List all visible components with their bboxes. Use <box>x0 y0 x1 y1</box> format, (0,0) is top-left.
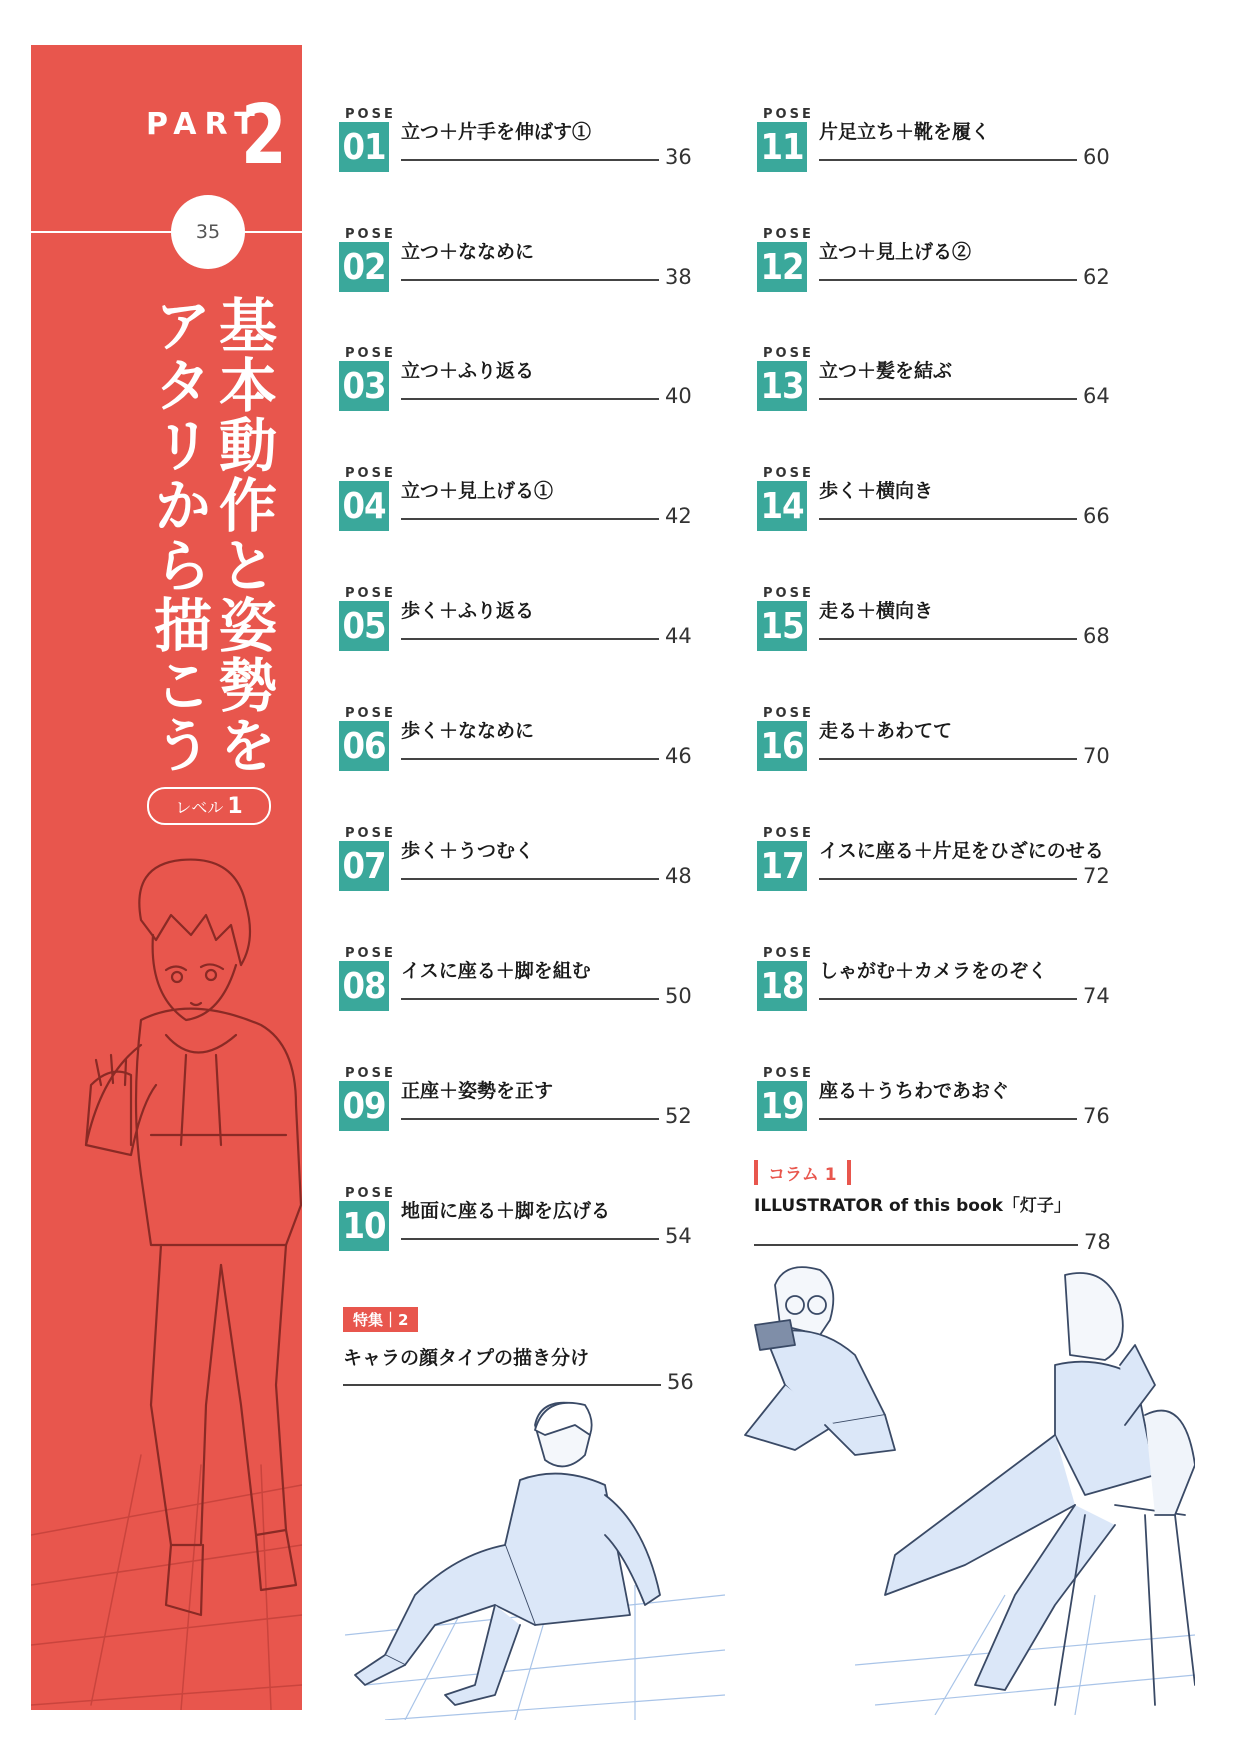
pose-label: POSE <box>763 1066 814 1081</box>
toc-entry-pose-18[interactable] <box>757 946 1117 1036</box>
entry-page: 36 <box>665 145 692 169</box>
entry-page: 72 <box>1083 864 1110 888</box>
pose-number: 01 <box>339 122 389 172</box>
pose-label: POSE <box>345 466 396 481</box>
leader-line <box>401 758 659 760</box>
pose-number: 02 <box>339 242 389 292</box>
pose-label: POSE <box>345 826 396 841</box>
entry-page: 60 <box>1083 145 1110 169</box>
pose-label: POSE <box>345 946 396 961</box>
pose-label: POSE <box>763 346 814 361</box>
toc-entry-pose-11[interactable] <box>757 107 1117 197</box>
entry-title: イスに座る＋片足をひざにのせる <box>819 840 1104 862</box>
part-title-line-1: 基本動作と姿勢を <box>209 295 277 775</box>
entry-page: 62 <box>1083 265 1110 289</box>
leader-line <box>401 1118 659 1120</box>
pose-number: 11 <box>757 122 807 172</box>
entry-title: 正座＋姿勢を正す <box>401 1080 554 1102</box>
toc-entry-pose-05[interactable] <box>339 586 699 676</box>
entry-page: 68 <box>1083 624 1110 648</box>
part-number: 2 <box>241 88 287 183</box>
boy-standing-illustration <box>31 845 302 1710</box>
entry-title: 立つ＋見上げる② <box>819 241 972 263</box>
entry-page: 50 <box>665 984 692 1008</box>
entry-page: 44 <box>665 624 692 648</box>
entry-page: 66 <box>1083 504 1110 528</box>
toc-entry-pose-12[interactable] <box>757 227 1117 317</box>
entry-page: 52 <box>665 1104 692 1128</box>
special-feature-title[interactable]: キャラの顔タイプの描き分け <box>343 1347 590 1369</box>
entry-page: 46 <box>665 744 692 768</box>
toc-entry-pose-01[interactable] <box>339 107 699 197</box>
pose-number: 03 <box>339 361 389 411</box>
toc-entry-pose-07[interactable] <box>339 826 699 916</box>
pose-label: POSE <box>763 227 814 242</box>
leader-line <box>819 758 1077 760</box>
special-feature-tag: 特集｜2 <box>343 1307 418 1332</box>
pose-label: POSE <box>345 586 396 601</box>
leader-line <box>401 638 659 640</box>
leader-line <box>819 279 1077 281</box>
toc-entry-pose-17[interactable] <box>757 826 1117 916</box>
toc-entry-pose-02[interactable] <box>339 227 699 317</box>
entry-page: 76 <box>1083 1104 1110 1128</box>
leader-line <box>401 518 659 520</box>
toc-entry-pose-13[interactable] <box>757 346 1117 436</box>
entry-title: 歩く＋横向き <box>819 480 934 502</box>
leader-line <box>343 1384 661 1386</box>
leader-line <box>754 1244 1078 1246</box>
pose-label: POSE <box>763 107 814 122</box>
pose-label: POSE <box>345 1066 396 1081</box>
special-feature-page: 56 <box>667 1370 694 1394</box>
level-label: レベル <box>175 797 224 817</box>
part-page-number: 35 <box>171 195 245 269</box>
pose-number: 10 <box>339 1201 389 1251</box>
part-label: PART <box>146 107 263 142</box>
man-sitting-illustration <box>345 1395 725 1720</box>
entry-title: しゃがむ＋カメラをのぞく <box>819 960 1048 982</box>
column-tag: コラム 1 <box>754 1160 851 1185</box>
pose-number: 15 <box>757 601 807 651</box>
pose-number: 04 <box>339 481 389 531</box>
leader-line <box>401 878 659 880</box>
woman-sitting-chair-illustration <box>855 1265 1195 1715</box>
pose-number: 06 <box>339 721 389 771</box>
entry-page: 38 <box>665 265 692 289</box>
entry-title: 走る＋横向き <box>819 600 934 622</box>
pose-label: POSE <box>345 227 396 242</box>
entry-title: 歩く＋うつむく <box>401 840 535 862</box>
entry-page: 42 <box>665 504 692 528</box>
part-title-line-2: アタリから描こう <box>144 295 212 775</box>
leader-line <box>819 878 1077 880</box>
leader-line <box>401 398 659 400</box>
entry-title: 座る＋うちわであおぐ <box>819 1080 1010 1102</box>
pose-number: 08 <box>339 961 389 1011</box>
toc-entry-pose-15[interactable] <box>757 586 1117 676</box>
entry-page: 74 <box>1083 984 1110 1008</box>
leader-line <box>819 998 1077 1000</box>
pose-label: POSE <box>763 946 814 961</box>
leader-line <box>819 398 1077 400</box>
entry-title: 立つ＋片手を伸ばす① <box>401 121 592 143</box>
toc-entry-pose-04[interactable] <box>339 466 699 556</box>
entry-page: 40 <box>665 384 692 408</box>
leader-line <box>401 159 659 161</box>
toc-entry-pose-16[interactable] <box>757 706 1117 796</box>
pose-label: POSE <box>345 1186 396 1201</box>
toc-entry-pose-09[interactable] <box>339 1066 699 1156</box>
leader-line <box>401 1238 659 1240</box>
entry-title: 立つ＋ななめに <box>401 241 535 263</box>
pose-label: POSE <box>345 107 396 122</box>
toc-entry-pose-08[interactable] <box>339 946 699 1036</box>
sidebar-divider <box>31 231 302 233</box>
entry-title: 走る＋あわてて <box>819 720 953 742</box>
entry-title: 地面に座る＋脚を広げる <box>401 1200 611 1222</box>
level-number: 1 <box>227 793 243 819</box>
column-page: 78 <box>1084 1230 1111 1254</box>
pose-label: POSE <box>763 706 814 721</box>
pose-number: 13 <box>757 361 807 411</box>
pose-label: POSE <box>763 826 814 841</box>
part-sidebar <box>31 45 302 1710</box>
pose-number: 12 <box>757 242 807 292</box>
pose-number: 16 <box>757 721 807 771</box>
pose-label: POSE <box>763 586 814 601</box>
pose-number: 19 <box>757 1081 807 1131</box>
toc-entry-pose-06[interactable] <box>339 706 699 796</box>
toc-entry-pose-03[interactable] <box>339 346 699 436</box>
entry-title: 歩く＋ふり返る <box>401 600 535 622</box>
pose-number: 05 <box>339 601 389 651</box>
entry-page: 54 <box>665 1224 692 1248</box>
leader-line <box>819 518 1077 520</box>
entry-page: 48 <box>665 864 692 888</box>
entry-title: イスに座る＋脚を組む <box>401 960 591 982</box>
leader-line <box>401 998 659 1000</box>
leader-line <box>819 1118 1077 1120</box>
pose-number: 17 <box>757 841 807 891</box>
leader-line <box>401 279 659 281</box>
column-title[interactable]: ILLUSTRATOR of this book「灯子」 <box>754 1196 1071 1216</box>
toc-entry-pose-14[interactable] <box>757 466 1117 556</box>
entry-title: 立つ＋髪を結ぶ <box>819 360 953 382</box>
leader-line <box>819 159 1077 161</box>
entry-title: 立つ＋見上げる① <box>401 480 554 502</box>
pose-label: POSE <box>763 466 814 481</box>
pose-number: 07 <box>339 841 389 891</box>
leader-line <box>819 638 1077 640</box>
pose-number: 14 <box>757 481 807 531</box>
toc-entry-pose-10[interactable] <box>339 1186 699 1276</box>
level-badge <box>147 787 271 825</box>
pose-label: POSE <box>345 706 396 721</box>
entry-page: 64 <box>1083 384 1110 408</box>
toc-entry-pose-19[interactable] <box>757 1066 1117 1156</box>
entry-title: 立つ＋ふり返る <box>401 360 535 382</box>
entry-page: 70 <box>1083 744 1110 768</box>
pose-label: POSE <box>345 346 396 361</box>
entry-title: 片足立ち＋靴を履く <box>819 121 991 143</box>
pose-number: 18 <box>757 961 807 1011</box>
entry-title: 歩く＋ななめに <box>401 720 535 742</box>
pose-number: 09 <box>339 1081 389 1131</box>
